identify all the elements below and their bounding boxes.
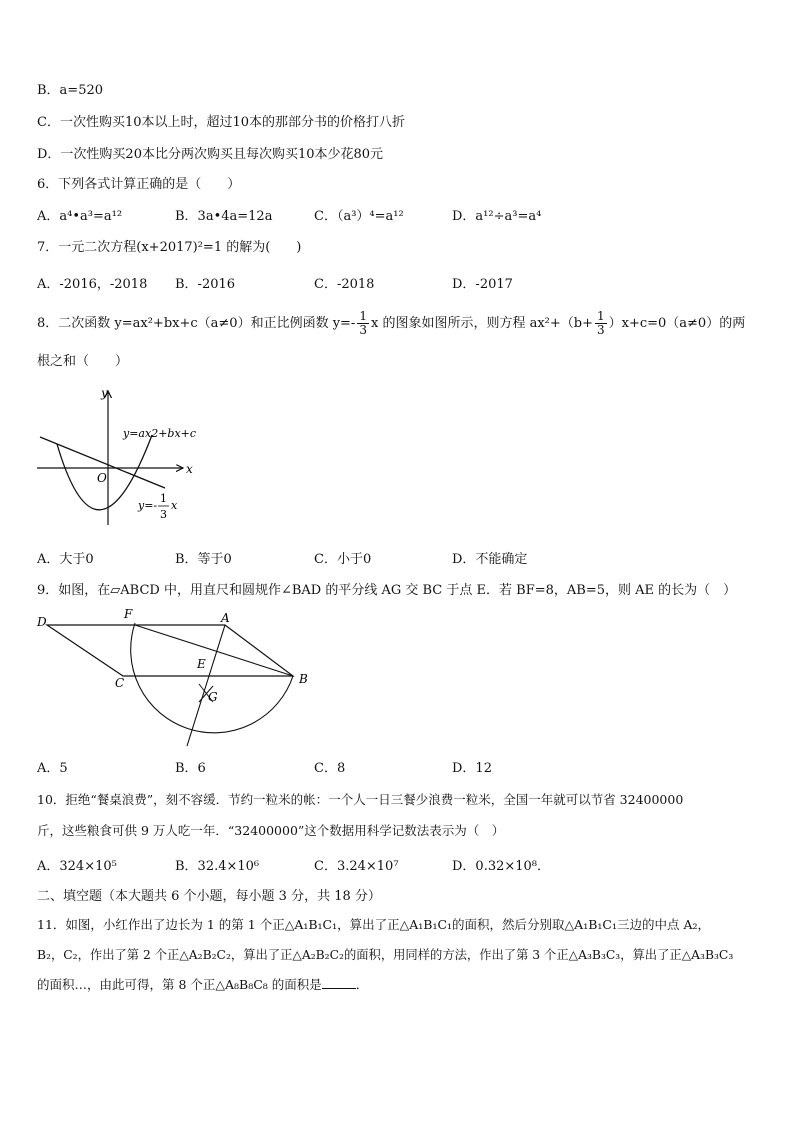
q8-stem-part3: ）x+c=0（a≠0）的两 xyxy=(608,316,746,331)
q6-option-a: A．a⁴•a³=a¹² xyxy=(37,209,123,224)
q10-option-c: C．3.24×10⁷ xyxy=(314,859,399,874)
q7-option-d: D．-2017 xyxy=(452,277,513,292)
q8-stem-part2: x 的图象如图所示，则方程 ax²+（b+ xyxy=(370,316,593,331)
q9-label-c: C xyxy=(115,676,125,690)
q7-stem: 7．一元二次方程(x+2017)²=1 的解为( ) xyxy=(37,240,302,255)
q9-arc xyxy=(131,623,293,733)
q8-line-frac-num: 1 xyxy=(160,492,167,505)
q9-label-e: E xyxy=(197,657,206,671)
q10-option-a: A．324×10⁵ xyxy=(37,859,117,874)
q10-line1: 10．拒绝“餐桌浪费”，刻不容缓．节约一粒米的帐：一个人一日三餐少浪费一粒米，全国一年就可以节省 32400000 xyxy=(37,792,684,807)
q10-line2: 斤，这些粮食可供 9 万人吃一年．“32400000”这个数据用科学记数法表示为（ ） xyxy=(37,823,505,838)
q7-option-c: C．-2018 xyxy=(314,277,375,292)
q9-parallelogram xyxy=(47,625,293,676)
q10-option-b: B．32.4×10⁶ xyxy=(175,859,260,874)
q9-label-g: G xyxy=(208,690,218,704)
q8-y-label: y xyxy=(101,386,108,400)
q9-stem: 9．如图，在▱ABCD 中，用直尺和圆规作∠BAD 的平分线 AG 交 BC 于点 E．若 BF=8，AB=5，则 AE 的长为（ ） xyxy=(37,583,737,598)
q6-option-c: C．（a³）⁴=a¹² xyxy=(314,209,404,224)
q8-fraction xyxy=(357,310,369,337)
q7-option-b: B．-2016 xyxy=(175,277,236,292)
q9-option-b: B．6 xyxy=(175,761,206,776)
q8-option-a: A．大于0 xyxy=(37,552,94,567)
q5-option-d: D．一次性购买20本比分两次购买且每次购买10本少花80元 xyxy=(37,147,384,162)
q8-line-label-suffix: x xyxy=(171,499,178,512)
q8-stem xyxy=(37,310,745,337)
q9-label-b: B xyxy=(299,672,308,686)
q8-figure xyxy=(35,385,205,530)
q8-origin-label: O xyxy=(97,471,107,485)
q8-frac-den: 3 xyxy=(359,323,367,337)
q11-line3 xyxy=(37,976,368,994)
q8-parabola-label: y=ax2+bx+c xyxy=(123,427,197,440)
q8-option-d: D．不能确定 xyxy=(452,552,528,567)
section2-heading: 二、填空题（本大题共 6 个小题，每小题 3 分，共 18 分） xyxy=(37,889,381,904)
q6-option-b: B．3a•4a=12a xyxy=(175,209,273,224)
q9-label-f: F xyxy=(124,607,133,621)
q5-option-b: B．a=520 xyxy=(37,83,104,98)
q5-option-c: C．一次性购买10本以上时，超过10本的那部分书的价格打八折 xyxy=(37,115,406,130)
q11-line2: B₂，C₂，作出了第 2 个正△A₂B₂C₂，算出了正△A₂B₂C₂的面积，用同样的方法，作出了第 3 个正△A₃B₃C₃，算出了正△A₃B₃C₃ xyxy=(37,948,734,962)
q10-option-d: D．0.32×10⁸． xyxy=(452,859,551,874)
q8-option-b: B．等于0 xyxy=(175,552,232,567)
q9-label-d: D xyxy=(37,615,47,629)
q9-figure xyxy=(35,606,320,754)
q11-answer-blank xyxy=(322,976,356,989)
q11-line3-text: 的面积…，由此可得，第 8 个正△A₈B₈C₈ 的面积是 xyxy=(37,977,322,992)
q8-fraction-2: $\frac{1}{3}$ xyxy=(596,309,605,337)
q9-segment-fb xyxy=(135,625,293,676)
q6-stem: 6．下列各式计算正确的是（ ） xyxy=(37,177,241,192)
q9-option-c: C．8 xyxy=(314,761,346,776)
q8-stem-line2: 根之和（ ） xyxy=(37,354,129,369)
q8-option-c: C．小于0 xyxy=(314,552,372,567)
q9-option-d: D．12 xyxy=(452,761,492,776)
q8-stem-part1: 8．二次函数 y=ax²+bx+c（a≠0）和正比例函数 y=- xyxy=(37,316,356,331)
q7-option-a: A．-2016，-2018 xyxy=(37,277,148,292)
q6-option-d: D．a¹²÷a³=a⁴ xyxy=(452,209,542,224)
q9-option-a: A．5 xyxy=(37,761,68,776)
q11-line1: 11．如图，小红作出了边长为 1 的第 1 个正△A₁B₁C₁，算出了正△A₁B₁C₁的面积，然后分别取△A₁B₁C₁三边的中点 A₂， xyxy=(37,917,710,932)
q8-line-label-prefix: y=- xyxy=(138,499,158,512)
q8-line-frac-den: 3 xyxy=(160,508,167,521)
q8-frac-num: 1 xyxy=(359,309,367,323)
q9-label-a: A xyxy=(221,611,230,625)
q8-x-label: x xyxy=(186,462,193,476)
q11-line3-end: ． xyxy=(355,977,369,992)
